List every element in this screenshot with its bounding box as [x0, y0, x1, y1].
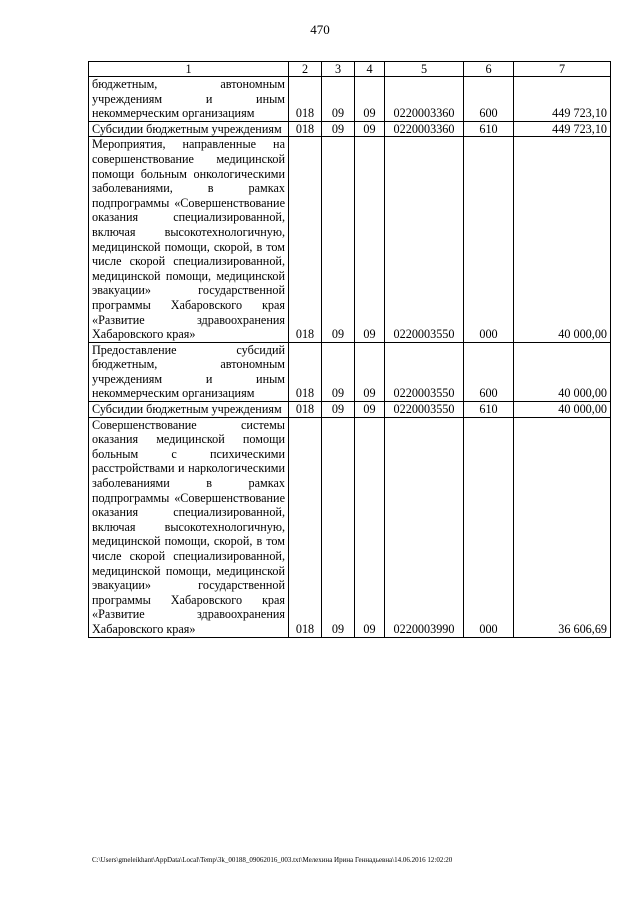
subsection-code: 09 [355, 342, 385, 401]
column-header: 3 [322, 62, 355, 77]
ministry-code: 018 [289, 402, 322, 418]
column-header: 7 [514, 62, 611, 77]
row-name: Субсидии бюджетным учреждениям [89, 402, 289, 418]
column-header: 4 [355, 62, 385, 77]
target-article-code: 0220003990 [385, 417, 464, 637]
ministry-code: 018 [289, 121, 322, 137]
subsection-code: 09 [355, 402, 385, 418]
subsection-code: 09 [355, 137, 385, 342]
row-name: Субсидии бюджетным учреждениям [89, 121, 289, 137]
row-name: бюджетным, автономным учреждениям и иным некоммерческим организациям [89, 77, 289, 122]
target-article-code: 0220003360 [385, 121, 464, 137]
table-header-row [89, 62, 611, 77]
target-article-code: 0220003550 [385, 342, 464, 401]
column-header: 6 [464, 62, 514, 77]
footer-file-path: C:\Users\gmeleikhant\AppData\Local\Temp\3k_00188_09062016_003.txt\Мелехина Ирина Геннадьевна\14.06.2016 12:02:20 [92, 856, 453, 864]
column-header: 1 [89, 62, 289, 77]
section-code: 09 [322, 121, 355, 137]
section-code: 09 [322, 137, 355, 342]
section-code: 09 [322, 342, 355, 401]
ministry-code: 018 [289, 77, 322, 122]
amount: 40 000,00 [514, 342, 611, 401]
table-row [89, 417, 611, 637]
expense-type-code: 000 [464, 417, 514, 637]
column-header: 2 [289, 62, 322, 77]
subsection-code: 09 [355, 77, 385, 122]
amount: 40 000,00 [514, 137, 611, 342]
table-row [89, 137, 611, 342]
row-name: Мероприятия, направленные на совершенствование медицинской помощи больным онкологическими заболеваниями, в рамках подпрограммы «Совершенствование оказания специализированной, включая высокотехнологичную, медицинской помощи, скорой, в том числе скорой специализированной, медицинской помощи, медицинской эвакуации» государственной программы Хабаровского края «Развитие здравоохранения Хабаровского края» [89, 137, 289, 342]
amount: 449 723,10 [514, 121, 611, 137]
expense-type-code: 600 [464, 77, 514, 122]
column-header: 5 [385, 62, 464, 77]
ministry-code: 018 [289, 417, 322, 637]
table-row [89, 342, 611, 401]
expense-type-code: 610 [464, 402, 514, 418]
row-name: Совершенствование системы оказания медицинской помощи больным с психическими расстройствами и наркологическими заболеваниями в рамках подпрограммы «Совершенствование оказания специализированной, включая высокотехнологичную, медицинской помощи, скорой, в том числе скорой специализированной, медицинской помощи, медицинской эвакуации» государственной программы Хабаровского края «Развитие здравоохранения Хабаровского края» [89, 417, 289, 637]
subsection-code: 09 [355, 417, 385, 637]
ministry-code: 018 [289, 137, 322, 342]
page-number: 470 [310, 22, 330, 37]
table-row [89, 402, 611, 418]
row-name: Предоставление субсидий бюджетным, автономным учреждениям и иным некоммерческим организациям [89, 342, 289, 401]
expense-type-code: 610 [464, 121, 514, 137]
budget-table [88, 61, 611, 638]
amount: 449 723,10 [514, 77, 611, 122]
expense-type-code: 600 [464, 342, 514, 401]
target-article-code: 0220003360 [385, 77, 464, 122]
target-article-code: 0220003550 [385, 402, 464, 418]
amount: 40 000,00 [514, 402, 611, 418]
ministry-code: 018 [289, 342, 322, 401]
target-article-code: 0220003550 [385, 137, 464, 342]
section-code: 09 [322, 402, 355, 418]
table-row [89, 77, 611, 122]
subsection-code: 09 [355, 121, 385, 137]
expense-type-code: 000 [464, 137, 514, 342]
table-row [89, 121, 611, 137]
section-code: 09 [322, 417, 355, 637]
amount: 36 606,69 [514, 417, 611, 637]
section-code: 09 [322, 77, 355, 122]
